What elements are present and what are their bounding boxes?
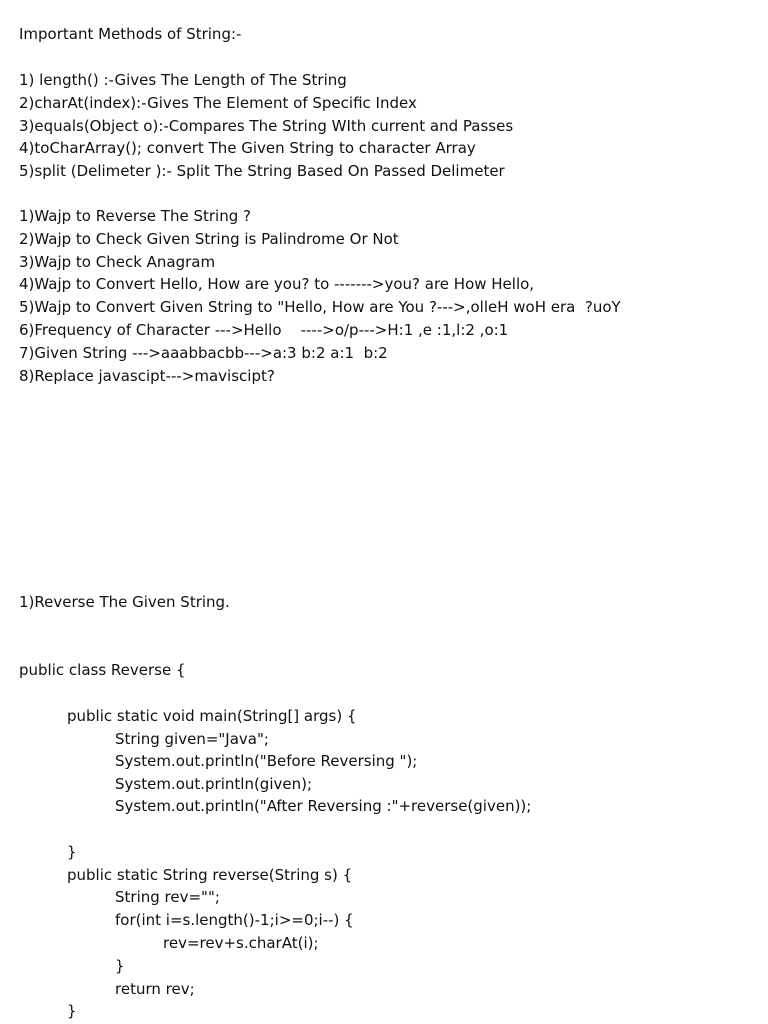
code-line: public static void main(String[] args) { — [67, 707, 357, 725]
code-line: rev=rev+s.charAt(i); — [163, 934, 319, 952]
question-item: 2)Wajp to Check Given String is Palindrome Or Not — [19, 230, 399, 248]
code-line: System.out.println("After Reversing :"+reverse(given)); — [115, 797, 532, 815]
question-item: 6)Frequency of Character --->Hello ---->o/p--->H:1 ,e :1,l:2 ,o:1 — [19, 321, 509, 339]
method-item: 4)toCharArray(); convert The Given String to character Array — [19, 139, 476, 157]
question-item: 4)Wajp to Convert Hello, How are you? to ------->you? are How Hello, — [19, 275, 535, 293]
question-item: 8)Replace javascipt--->maviscipt? — [19, 367, 275, 385]
code-line: } — [67, 843, 77, 861]
code-line: String rev=""; — [115, 888, 220, 906]
code-line: } — [115, 957, 125, 975]
question-item: 3)Wajp to Check Anagram — [19, 253, 216, 271]
code-line: } — [67, 1002, 77, 1020]
question-item: 1)Wajp to Reverse The String ? — [19, 207, 251, 225]
question-item: 5)Wajp to Convert Given String to "Hello, How are You ?--->,olleH woH era ?uoY — [19, 298, 621, 316]
code-line: public static String reverse(String s) { — [67, 866, 353, 884]
method-item: 1) length() :-Gives The Length of The String — [19, 71, 347, 89]
code-line: return rev; — [115, 980, 195, 998]
method-item: 3)equals(Object o):-Compares The String WIth current and Passes — [19, 117, 514, 135]
code-line: public class Reverse { — [19, 661, 186, 679]
question-item: 7)Given String --->aaabbacbb--->a:3 b:2 a:1 b:2 — [19, 344, 388, 362]
method-item: 2)charAt(index):-Gives The Element of Specific Index — [19, 94, 417, 112]
code-line: System.out.println("Before Reversing "); — [115, 752, 418, 770]
code-line: System.out.println(given); — [115, 775, 313, 793]
method-item: 5)split (Delimeter ):- Split The String Based On Passed Delimeter — [19, 162, 505, 180]
code-line: for(int i=s.length()-1;i>=0;i--) { — [115, 911, 354, 929]
page-heading: Important Methods of String:- — [19, 25, 242, 43]
section-title: 1)Reverse The Given String. — [19, 593, 230, 611]
code-line: String given="Java"; — [115, 730, 269, 748]
